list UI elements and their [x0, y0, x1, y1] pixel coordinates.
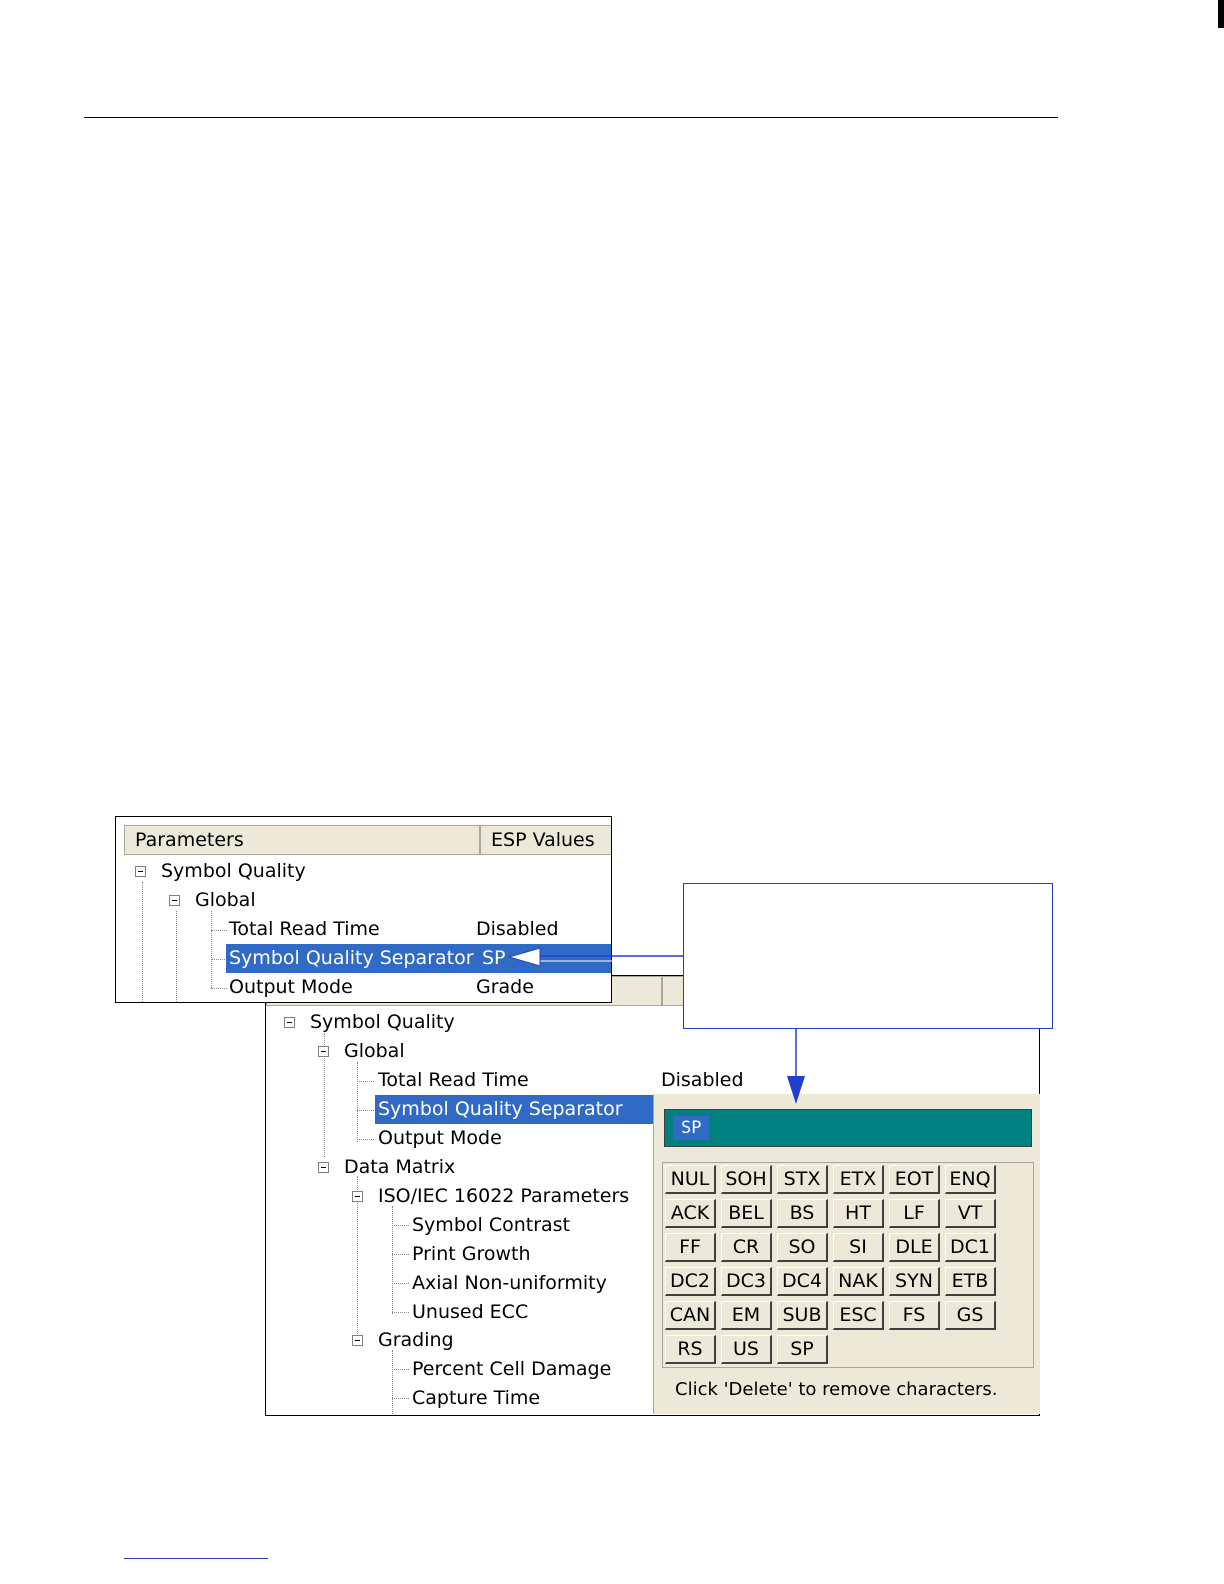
tree-item-print-growth[interactable]: Print Growth — [412, 1243, 531, 1265]
key-etb[interactable]: ETB — [945, 1267, 996, 1296]
key-us[interactable]: US — [721, 1335, 772, 1364]
tree-line — [392, 1398, 409, 1399]
control-character-keypad — [662, 1162, 1034, 1368]
collapse-icon[interactable] — [169, 895, 180, 906]
collapse-icon[interactable] — [135, 866, 146, 877]
tree-item-grading[interactable]: Grading — [378, 1329, 454, 1351]
tree-line — [357, 1110, 374, 1111]
separator-value-field[interactable] — [664, 1109, 1032, 1147]
separator-value: SP — [482, 947, 506, 969]
key-stx[interactable]: STX — [777, 1165, 828, 1194]
tree-item-capture-time[interactable]: Capture Time — [412, 1387, 541, 1409]
key-etx[interactable]: ETX — [833, 1165, 884, 1194]
tree-line — [357, 1081, 374, 1082]
key-si[interactable]: SI — [833, 1233, 884, 1262]
tree-line — [392, 1206, 393, 1314]
key-dle[interactable]: DLE — [889, 1233, 940, 1262]
column-header-esp-values[interactable]: ESP Values — [480, 825, 612, 855]
separator-value-token: SP — [673, 1116, 709, 1140]
tree-item-label: Symbol Quality Separator — [229, 947, 474, 969]
key-fs[interactable]: FS — [889, 1301, 940, 1330]
tree-item-symbol-quality[interactable]: Symbol Quality — [161, 860, 306, 882]
key-cr[interactable]: CR — [721, 1233, 772, 1262]
key-sub[interactable]: SUB — [777, 1301, 828, 1330]
tree-line — [176, 911, 177, 1002]
tree-item-percent-cell-damage[interactable]: Percent Cell Damage — [412, 1358, 612, 1380]
key-gs[interactable]: GS — [945, 1301, 996, 1330]
key-rs[interactable]: RS — [665, 1335, 716, 1364]
total-read-time-value: Disabled — [476, 918, 559, 940]
output-mode-value: Grade — [476, 976, 534, 998]
total-read-time-value: Disabled — [661, 1069, 744, 1091]
key-dc3[interactable]: DC3 — [721, 1267, 772, 1296]
key-dc4[interactable]: DC4 — [777, 1267, 828, 1296]
control-character-popup — [653, 1094, 1040, 1414]
collapse-icon[interactable] — [352, 1191, 363, 1202]
parameters-tree-small — [115, 816, 612, 1003]
tree-item-axial-non-uniformity[interactable]: Axial Non-uniformity — [412, 1272, 607, 1294]
key-ack[interactable]: ACK — [665, 1199, 716, 1228]
tree-line — [392, 1225, 409, 1226]
collapse-icon[interactable] — [284, 1017, 295, 1028]
callout-box — [683, 883, 1053, 1029]
tree-line — [392, 1369, 409, 1370]
tree-line — [357, 1062, 358, 1142]
key-soh[interactable]: SOH — [721, 1165, 772, 1194]
key-so[interactable]: SO — [777, 1233, 828, 1262]
tree-line — [392, 1254, 409, 1255]
delete-hint: Click 'Delete' to remove characters. — [675, 1379, 998, 1400]
tree-item-output-mode[interactable]: Output Mode — [229, 976, 353, 998]
tree-item-total-read-time[interactable]: Total Read Time — [229, 918, 380, 940]
column-header-parameters[interactable]: Parameters — [124, 825, 480, 855]
tree-item-symbol-quality-separator[interactable] — [375, 1095, 653, 1124]
tree-line — [392, 1312, 409, 1313]
header-rule — [84, 117, 1058, 118]
page-edge-mark — [1218, 0, 1224, 28]
tree-item-global[interactable]: Global — [344, 1040, 405, 1062]
key-nak[interactable]: NAK — [833, 1267, 884, 1296]
key-esc[interactable]: ESC — [833, 1301, 884, 1330]
tree-line — [211, 930, 227, 931]
key-sp[interactable]: SP — [777, 1335, 828, 1364]
key-ht[interactable]: HT — [833, 1199, 884, 1228]
key-vt[interactable]: VT — [945, 1199, 996, 1228]
tree-item-iso-parameters[interactable]: ISO/IEC 16022 Parameters — [378, 1185, 630, 1207]
key-dc1[interactable]: DC1 — [945, 1233, 996, 1262]
tree-item-output-mode[interactable]: Output Mode — [378, 1127, 502, 1149]
tree-item-unused-ecc[interactable]: Unused ECC — [412, 1301, 529, 1323]
tree-item-global[interactable]: Global — [195, 889, 256, 911]
footer-link-rule — [124, 1558, 268, 1559]
collapse-icon[interactable] — [352, 1335, 363, 1346]
tree-item-total-read-time[interactable]: Total Read Time — [378, 1069, 529, 1091]
tree-item-symbol-contrast[interactable]: Symbol Contrast — [412, 1214, 571, 1236]
key-can[interactable]: CAN — [665, 1301, 716, 1330]
tree-line — [211, 988, 227, 989]
key-eot[interactable]: EOT — [889, 1165, 940, 1194]
tree-item-symbol-quality-separator[interactable] — [226, 944, 611, 973]
tree-line — [392, 1350, 393, 1414]
key-nul[interactable]: NUL — [665, 1165, 716, 1194]
tree-line — [392, 1283, 409, 1284]
key-bs[interactable]: BS — [777, 1199, 828, 1228]
key-ff[interactable]: FF — [665, 1233, 716, 1262]
tree-line — [357, 1139, 374, 1140]
key-bel[interactable]: BEL — [721, 1199, 772, 1228]
key-dc2[interactable]: DC2 — [665, 1267, 716, 1296]
tree-line — [211, 959, 227, 960]
key-lf[interactable]: LF — [889, 1199, 940, 1228]
tree-line — [211, 911, 212, 988]
key-syn[interactable]: SYN — [889, 1267, 940, 1296]
tree-line — [142, 882, 143, 1002]
collapse-icon[interactable] — [318, 1162, 329, 1173]
tree-item-data-matrix[interactable]: Data Matrix — [344, 1156, 456, 1178]
tree-item-label: Symbol Quality Separator — [375, 1095, 653, 1124]
key-em[interactable]: EM — [721, 1301, 772, 1330]
collapse-icon[interactable] — [318, 1046, 329, 1057]
tree-item-symbol-quality[interactable]: Symbol Quality — [310, 1011, 455, 1033]
key-enq[interactable]: ENQ — [945, 1165, 996, 1194]
